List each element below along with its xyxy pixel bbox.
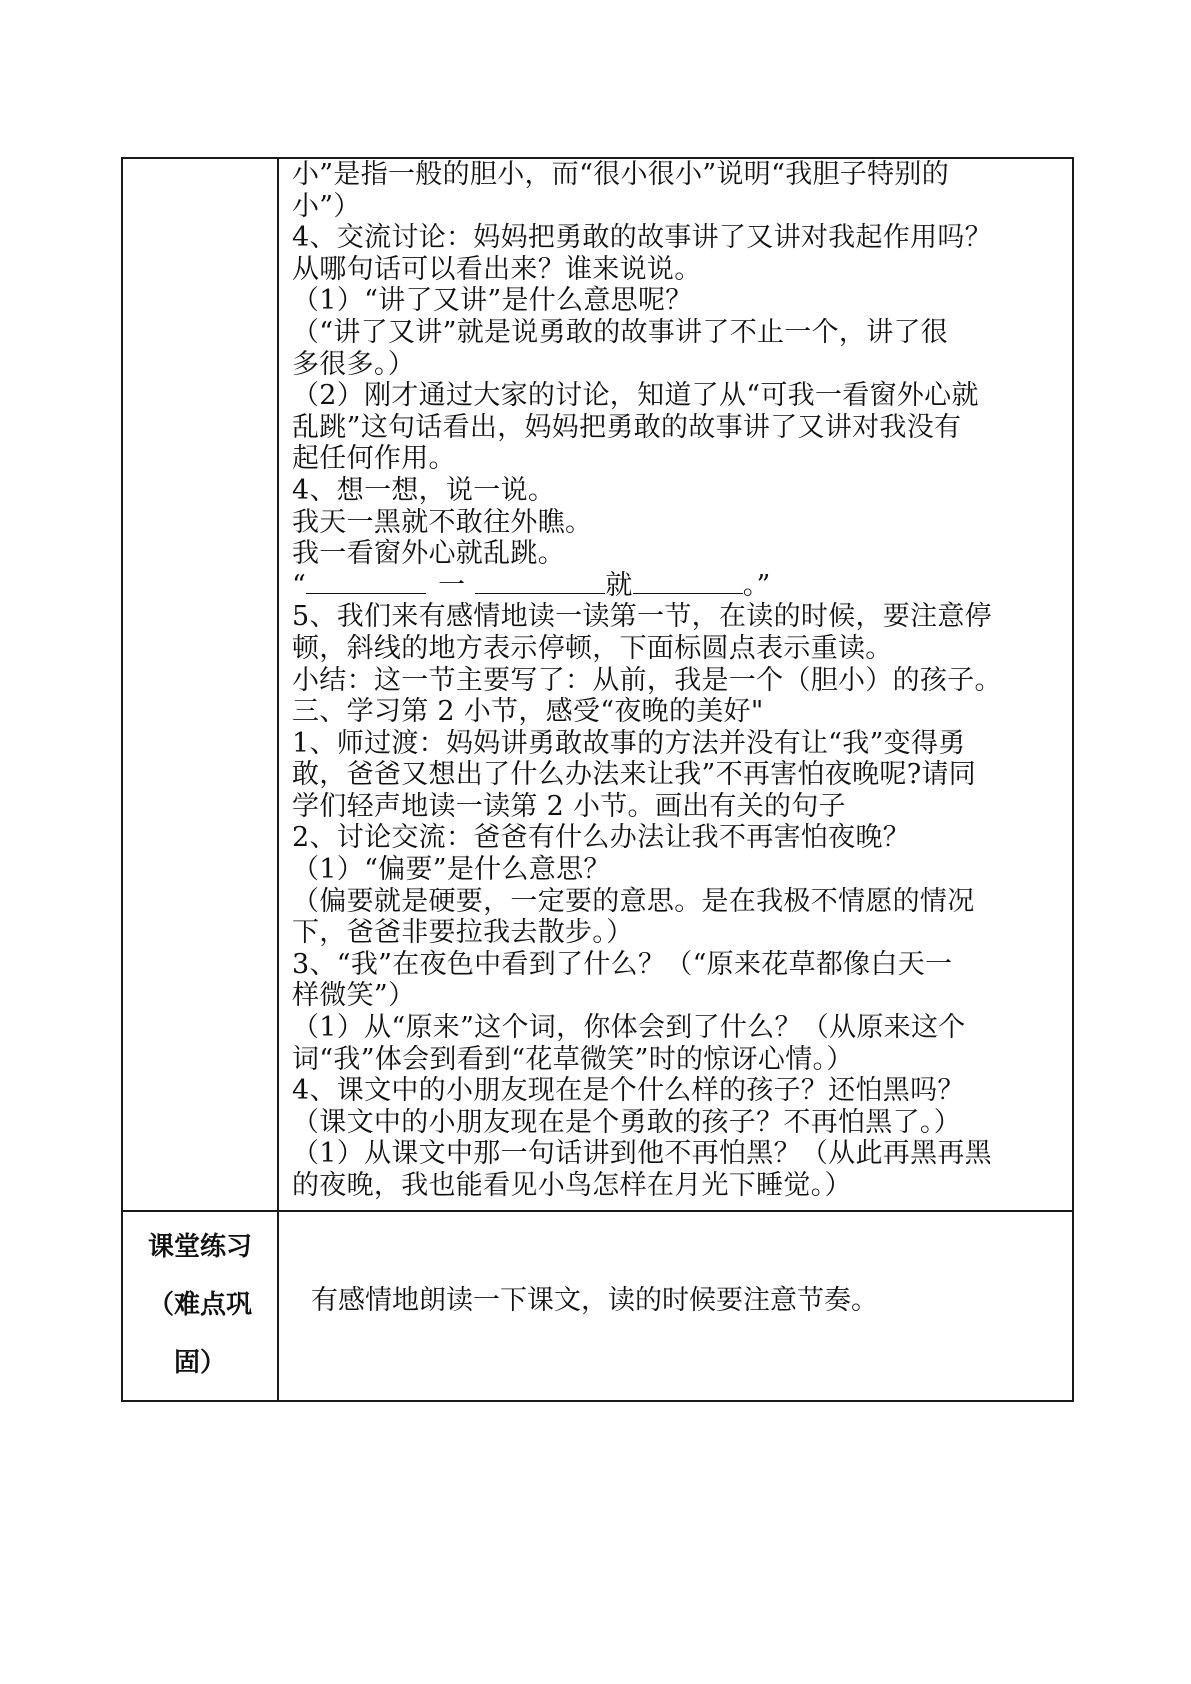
practice-label-line: （难点巩	[147, 1289, 252, 1320]
teaching-content-cell	[278, 158, 1073, 1211]
fill-in-blank	[475, 571, 605, 594]
content-line: 样微笑”）	[292, 980, 416, 1012]
empty-label-cell	[122, 158, 278, 1211]
practice-text: 有感情地朗读一下课文，读的时候要注意节奏。	[311, 1284, 878, 1316]
content-line: 下，爸爸非要拉我去散步。）	[292, 917, 634, 949]
content-line: （1）“偏要”是什么意思？	[292, 854, 611, 886]
content-line: 小”是指一般的胆小，而“很小很小”说明“我胆子特别的	[292, 159, 950, 190]
fill-in-blank	[306, 571, 426, 594]
content-line: 顿，斜线的地方表示停顿，下面标圆点表示重读。	[292, 632, 893, 664]
practice-label-line: 课堂练习	[147, 1231, 252, 1262]
classroom-practice-row	[122, 1211, 1073, 1401]
content-line: 小结：这一节主要写了：从前，我是一个（胆小）的孩子。	[292, 664, 1002, 696]
teaching-process-row	[122, 158, 1073, 1211]
content-line: （2）刚才通过大家的讨论，知道了从“可我一看窗外心就	[292, 380, 979, 412]
fill-in-end: 。”	[742, 569, 771, 601]
content-line: 我天一黑就不敢往外瞧。	[292, 506, 593, 538]
content-line: （偏要就是硬要，一定要的意思。是在我极不情愿的情况	[292, 885, 975, 917]
content-line: 从哪句话可以看出来？谁来说说。	[292, 253, 702, 285]
content-line: （“讲了又讲”就是说勇敢的故事讲了不止一个，讲了很	[292, 316, 949, 348]
content-line: 词“我”体会到看到“花草微笑”时的惊讶心情。）	[292, 1043, 854, 1075]
content-line: （1）从“原来”这个词，你体会到了什么？（从原来这个	[292, 1012, 966, 1044]
content-line: 3、“我”在夜色中看到了什么？（“原来花草都像白天一	[292, 948, 953, 980]
practice-label-line: 固）	[173, 1347, 226, 1378]
content-line: 多很多。）	[292, 348, 415, 380]
fill-in-jiu: 就	[605, 569, 633, 601]
content-line: 我一看窗外心就乱跳。	[292, 538, 565, 570]
content-line: 2、讨论交流：爸爸有什么办法让我不再害怕夜晚？	[292, 822, 911, 854]
content-line: （1）“讲了又讲”是什么意思呢？	[292, 285, 693, 317]
lesson-plan-table	[121, 157, 1074, 1402]
content-line: 小”）	[292, 190, 361, 222]
teaching-content	[279, 159, 1072, 1210]
content-line: 敢，爸爸又想出了什么办法来让我”不再害怕夜晚呢?请同	[292, 759, 977, 791]
content-line: 4、想一想，说一说。	[292, 474, 556, 506]
content-line: 乱跳”这句话看出，妈妈把勇敢的故事讲了又讲对我没有	[292, 411, 962, 443]
fill-in-open-quote: “	[292, 569, 307, 601]
fill-in-exercise	[292, 570, 1062, 602]
content-line: 学们轻声地读一读第 2 小节。画出有关的句子	[292, 790, 846, 822]
content-line: 1、师过渡：妈妈讲勇敢故事的方法并没有让“我”变得勇	[292, 727, 966, 759]
content-line: （课文中的小朋友现在是个勇敢的孩子？不再怕黑了。）	[292, 1106, 961, 1138]
practice-label-cell	[122, 1211, 278, 1401]
content-line: 起任何作用。	[292, 443, 456, 475]
content-line: 4、交流讨论：妈妈把勇敢的故事讲了又讲对我起作用吗？	[292, 222, 992, 254]
content-line: （1）从课文中那一句话讲到他不再怕黑？（从此再黑再黑	[292, 1138, 992, 1170]
practice-label	[123, 1212, 277, 1392]
content-line: 的夜晚，我也能看见小鸟怎样在月光下睡觉。）	[292, 1170, 852, 1201]
content-line: 4、课文中的小朋友现在是个什么样的孩子？还怕黑吗？	[292, 1075, 965, 1107]
fill-in-blank	[633, 571, 743, 594]
content-line: 5、我们来有感情地读一读第一节，在读的时候，要注意停	[292, 601, 992, 633]
content-line: 三、学习第 2 小节，感受“夜晚的美好"	[292, 696, 764, 728]
fill-in-yi: 一	[438, 569, 466, 601]
practice-content-cell	[278, 1211, 1073, 1401]
